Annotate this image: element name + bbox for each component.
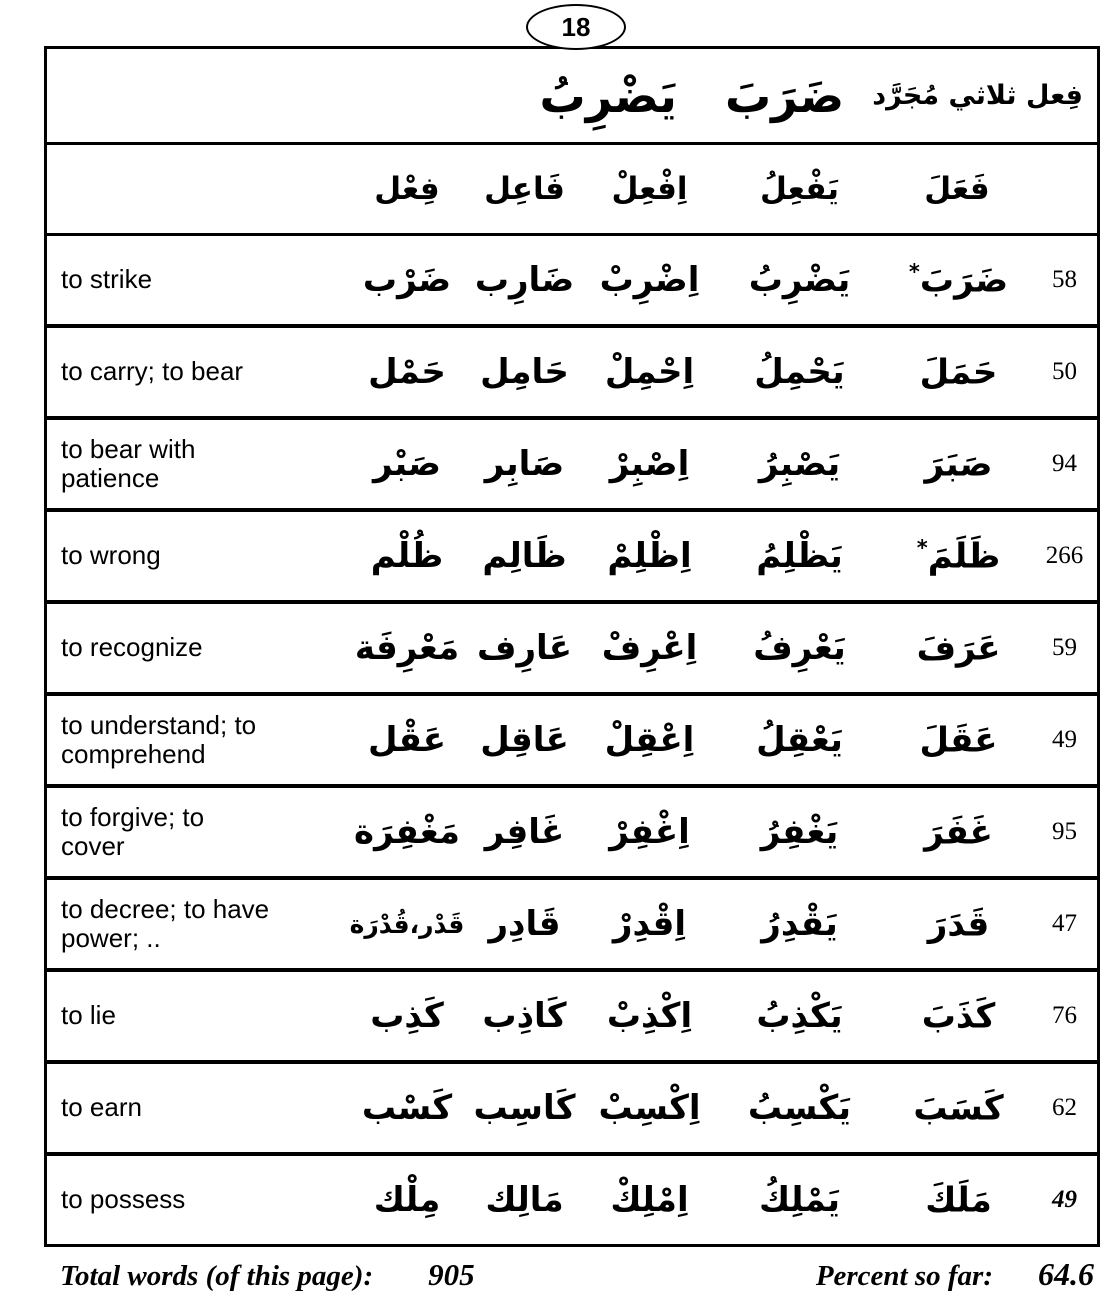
imperative-form: اِظْلِمْ <box>607 536 692 576</box>
imperative-form: اِضْرِبْ <box>599 260 700 300</box>
past-form <box>882 444 1032 484</box>
active-participle: عَاقِل <box>480 720 569 760</box>
verb-meaning: to recognize <box>61 632 203 663</box>
verb-meaning: to possess <box>61 1184 186 1215</box>
imperative-form: اِكْسِبْ <box>598 1088 701 1128</box>
table-row <box>47 1064 1097 1156</box>
active-participle: ضَارِب <box>474 260 575 300</box>
verb-meaning: to understand; to comprehend <box>61 709 257 769</box>
occurrence-count: 50 <box>1052 358 1077 385</box>
imperative-form: اِعْقِلْ <box>604 720 695 760</box>
verbal-noun: ضَرْب <box>362 260 452 300</box>
total-words-value: 905 <box>428 1257 475 1292</box>
active-participle: عَارِف <box>476 628 573 668</box>
page-footer <box>44 1256 1094 1293</box>
past-word: ضَرَبَ <box>919 260 1009 301</box>
table-row <box>47 788 1097 880</box>
imperative-form: اِصْبِرْ <box>609 444 690 484</box>
verbal-noun: عَقْل <box>367 720 447 760</box>
active-participle: ظَالِم <box>482 536 567 576</box>
verbal-noun: مِلْك <box>373 1180 441 1220</box>
past-form <box>882 628 1032 668</box>
total-words-label: Total words (of this page): <box>60 1260 374 1292</box>
verbal-noun: مَعْرِفَة <box>354 628 460 668</box>
past-word: كَسَبَ <box>913 1088 1004 1129</box>
present-form: يَكْذِبُ <box>756 996 843 1036</box>
past-word: حَمَلَ <box>919 352 998 393</box>
present-form: يَكْسِبُ <box>747 1088 852 1128</box>
table-row <box>47 512 1097 604</box>
imperative-form: اِمْلِكْ <box>610 1180 689 1220</box>
footnote-star: * <box>908 259 920 284</box>
column-header-masdar: فِعْل <box>374 171 440 207</box>
table-row <box>47 880 1097 972</box>
past-form <box>882 996 1032 1036</box>
active-participle: كَاسِب <box>473 1088 576 1128</box>
column-header-row <box>47 145 1097 236</box>
present-form: يَظْلِمُ <box>756 536 843 576</box>
verbal-noun: ظُلْم <box>370 536 444 576</box>
past-form <box>882 1180 1032 1220</box>
verbal-noun: مَغْفِرَة <box>354 812 460 852</box>
column-header-present: يَفْعِلُ <box>759 171 840 207</box>
past-form <box>882 720 1032 760</box>
active-participle: مَالِك <box>485 1180 564 1220</box>
occurrence-count: 266 <box>1045 542 1084 569</box>
verbal-noun: كَسْب <box>361 1088 453 1128</box>
active-participle: قَادِر <box>488 904 561 944</box>
verb-meaning: to bear with patience <box>61 433 196 493</box>
active-participle: حَامِل <box>480 352 569 392</box>
past-word: قَدَرَ <box>927 904 990 945</box>
occurrence-count: 58 <box>1052 266 1077 293</box>
past-word: عَقَلَ <box>919 720 998 761</box>
verbal-noun: صَبْر <box>373 444 441 484</box>
percent-value: 64.6 <box>1038 1256 1094 1292</box>
table-row <box>47 236 1097 328</box>
series-label: فِعل ثلاثي مُجَرَّد <box>872 80 1083 111</box>
verb-meaning: to earn <box>61 1092 142 1123</box>
past-word: صَبَرَ <box>924 444 993 485</box>
present-form: يَحْمِلُ <box>754 352 845 392</box>
verbal-noun: حَمْل <box>368 352 446 392</box>
occurrence-count: 59 <box>1052 634 1077 661</box>
page-number: 18 <box>561 11 591 42</box>
active-participle: غَافِر <box>484 812 565 852</box>
present-form: يَعْرِفُ <box>753 628 846 668</box>
table-row <box>47 604 1097 696</box>
past-form <box>882 812 1032 852</box>
table-row <box>47 328 1097 420</box>
present-form: يَغْفِرُ <box>760 812 839 852</box>
table-row <box>47 972 1097 1064</box>
column-header-past: فَعَلَ <box>924 171 990 207</box>
table-row <box>47 1156 1097 1244</box>
table-title-row <box>47 49 1097 145</box>
occurrence-count: 94 <box>1052 450 1077 477</box>
active-participle: كَاذِب <box>482 996 567 1036</box>
imperative-form: اِقْدِرْ <box>612 904 687 944</box>
past-word: كَذَبَ <box>921 996 996 1037</box>
present-form: يَمْلِكُ <box>758 1180 841 1220</box>
past-form <box>882 904 1032 944</box>
verb-meaning: to wrong <box>61 540 161 571</box>
column-header-participle: فَاعِل <box>484 171 565 207</box>
occurrence-count: 95 <box>1052 818 1077 845</box>
occurrence-count: 62 <box>1052 1094 1077 1121</box>
present-form: يَقْدِرُ <box>761 904 838 944</box>
occurrence-count: 76 <box>1052 1002 1077 1029</box>
table-row <box>47 420 1097 512</box>
verb-meaning: to decree; to have power; .. <box>61 893 270 953</box>
past-form <box>882 536 1032 576</box>
occurrence-count: 49 <box>1052 1186 1077 1213</box>
verb-meaning: to forgive; to cover <box>61 801 205 861</box>
imperative-form: اِعْرِفْ <box>601 628 698 668</box>
verb-meaning: to strike <box>61 264 153 295</box>
verbal-noun: كَذِب <box>370 996 444 1036</box>
past-word: غَفَرَ <box>924 812 993 853</box>
present-form: يَصْبِرُ <box>758 444 841 484</box>
active-participle: صَابِر <box>484 444 565 484</box>
imperative-form: اِغْفِرْ <box>609 812 690 852</box>
past-form <box>882 352 1032 392</box>
past-word: مَلَكَ <box>925 1180 992 1221</box>
imperative-form: اِحْمِلْ <box>604 352 695 392</box>
present-form: يَضْرِبُ <box>748 260 851 300</box>
verb-conjugation-table <box>44 46 1100 1247</box>
table-row <box>47 696 1097 788</box>
percent-label: Percent so far: <box>815 1260 993 1292</box>
verbal-noun: قَدْر،قُدْرَة <box>349 909 465 939</box>
imperative-form: اِكْذِبْ <box>606 996 693 1036</box>
past-word: عَرَفَ <box>916 628 1001 669</box>
series-verbs: ضَرَبَ يَضْرِبُ <box>539 68 845 123</box>
column-header-imperative: اِفْعِلْ <box>611 171 688 207</box>
verb-meaning: to lie <box>61 1000 116 1031</box>
present-form: يَعْقِلُ <box>756 720 843 760</box>
past-form <box>882 260 1032 300</box>
past-word: ظَلَمَ <box>927 536 1001 577</box>
verb-meaning: to carry; to bear <box>61 356 244 387</box>
footnote-star: * <box>916 535 928 560</box>
past-form <box>882 1088 1032 1128</box>
occurrence-count: 47 <box>1052 910 1077 937</box>
occurrence-count: 49 <box>1052 726 1077 753</box>
page-number-badge <box>526 4 626 50</box>
